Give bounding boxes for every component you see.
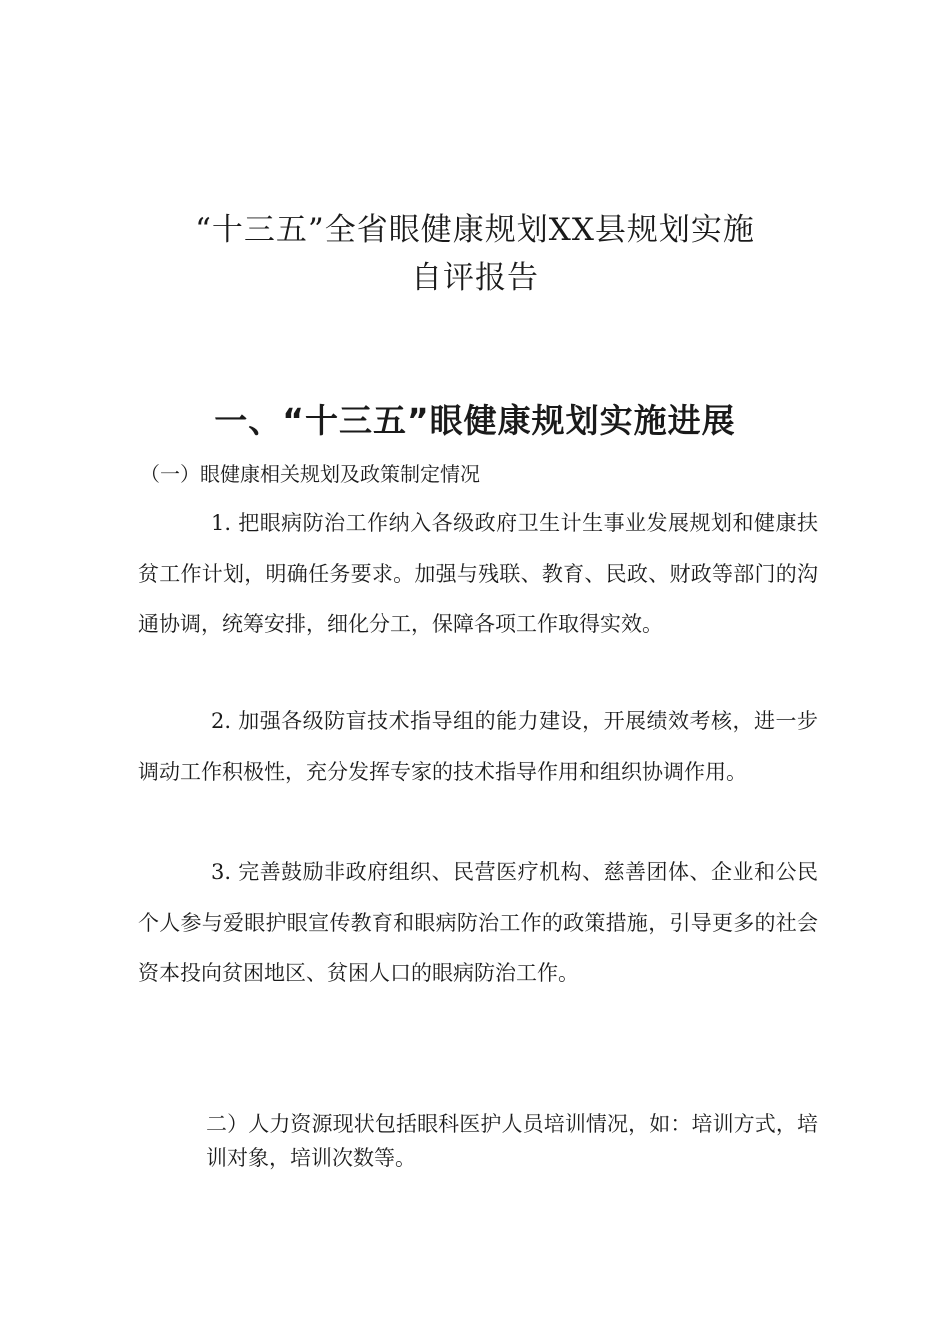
subsection-heading-2: 二）人力资源现状包括眼科医护人员培训情况，如：培训方式，培训对象，培训次数等。 [206,1112,818,1170]
document-title-line1: “十三五”全省眼健康规划XX县规划实施 [195,212,755,248]
subsection-heading-1: （一）眼健康相关规划及政策制定情况 [140,462,480,486]
paragraph-3: 3. 完善鼓励非政府组织、民营医疗机构、慈善团体、企业和公民个人参与爱眼护眼宣传教育和眼病防治工作的政策措施，引导更多的社会资本投向贫困地区、贫困人口的眼病防治工作。 [138,860,818,985]
paragraph-1: 1. 把眼病防治工作纳入各级政府卫生计生事业发展规划和健康扶贫工作计划，明确任务要求。加强与残联、教育、民政、财政等部门的沟通协调，统筹安排，细化分工，保障各项工作取得实效。 [138,511,818,636]
document-title-line2: 自评报告 [411,260,539,296]
section-heading: 一、“十三五”眼健康规划实施进展 [214,401,736,440]
paragraph-2: 2. 加强各级防盲技术指导组的能力建设，开展绩效考核，进一步调动工作积极性，充分发挥专家的技术指导作用和组织协调作用。 [138,709,818,784]
